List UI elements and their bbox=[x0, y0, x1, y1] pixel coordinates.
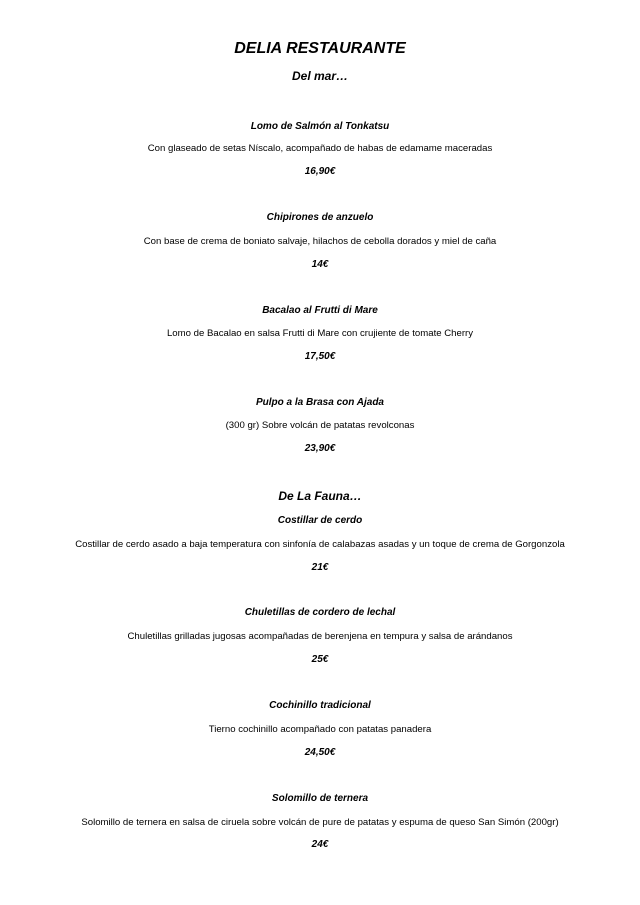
section-heading-de-la-fauna: De La Fauna… bbox=[278, 489, 362, 503]
dish-name: Pulpo a la Brasa con Ajada bbox=[255, 397, 384, 408]
dish-name: Lomo de Salmón al Tonkatsu bbox=[250, 121, 390, 132]
dish-description: Chuletillas grilladas jugosas acompañadas de berenjena en tempura y salsa de arándanos bbox=[127, 631, 513, 642]
dish-name: Bacalao al Frutti di Mare bbox=[262, 305, 378, 316]
dish-description: Tierno cochinillo acompañado con patatas panadera bbox=[208, 724, 432, 735]
dish-price: 24€ bbox=[311, 839, 329, 850]
section-heading-del-mar: Del mar… bbox=[291, 69, 349, 83]
dish-name: Solomillo de ternera bbox=[271, 793, 369, 804]
dish-name: Chuletillas de cordero de lechal bbox=[244, 607, 396, 618]
dish-description: (300 gr) Sobre volcán de patatas revolconas bbox=[225, 420, 415, 431]
dish-price: 16,90€ bbox=[304, 166, 336, 177]
dish-name: Costillar de cerdo bbox=[277, 515, 363, 526]
dish-description: Lomo de Bacalao en salsa Frutti di Mare con crujiente de tomate Cherry bbox=[166, 328, 474, 339]
dish-name: Cochinillo tradicional bbox=[269, 700, 371, 711]
dish-price: 24,50€ bbox=[304, 747, 336, 758]
dish-name: Chipirones de anzuelo bbox=[266, 212, 374, 223]
dish-price: 21€ bbox=[311, 562, 329, 573]
dish-description: Con glaseado de setas Níscalo, acompañado de habas de edamame maceradas bbox=[147, 143, 493, 154]
dish-description: Con base de crema de boniato salvaje, hilachos de cebolla dorados y miel de caña bbox=[143, 236, 497, 247]
dish-price: 25€ bbox=[311, 654, 329, 665]
restaurant-title: DELIA RESTAURANTE bbox=[234, 40, 406, 57]
dish-price: 14€ bbox=[311, 259, 329, 270]
dish-price: 23,90€ bbox=[304, 443, 336, 454]
dish-description: Solomillo de ternera en salsa de ciruela sobre volcán de pure de patatas y espuma de queso San Simón (200gr) bbox=[81, 817, 559, 828]
dish-description: Costillar de cerdo asado a baja temperatura con sinfonía de calabazas asadas y un toque de crema de Gorgonzola bbox=[75, 539, 565, 550]
dish-price: 17,50€ bbox=[304, 351, 336, 362]
